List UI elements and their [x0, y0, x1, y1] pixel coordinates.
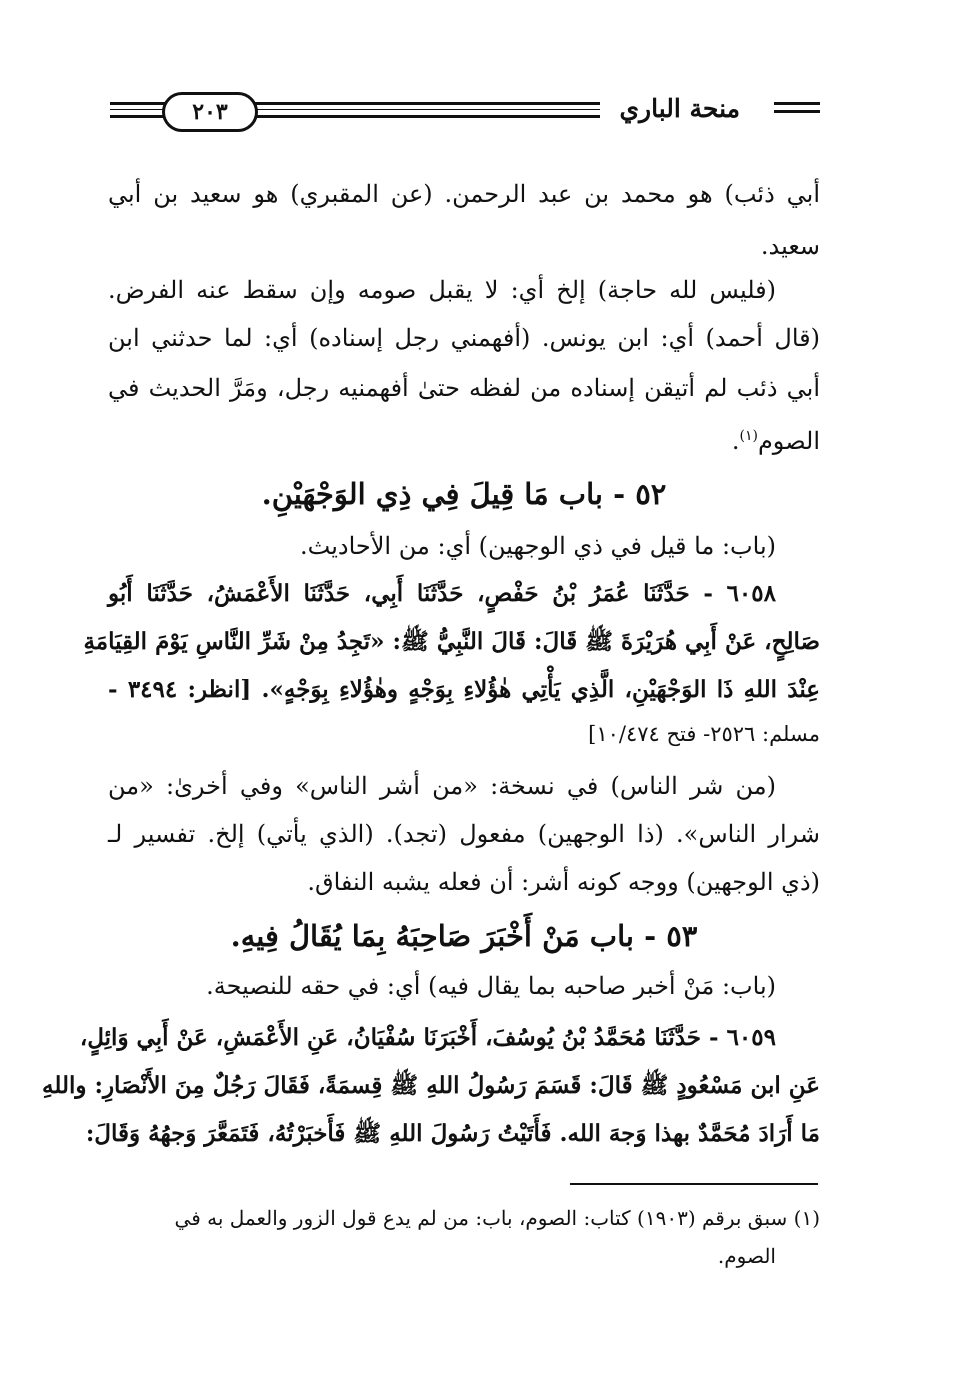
hadith-line: عِنْدَ اللهِ ذَا الوَجْهَيْنِ، الَّذِي يَأْتِي هٰؤُلاءِ بِوَجْهٍ وهٰؤُلاءِ بِوَجْهٍ». [انظر: ٣٤٩٤ -: [108, 676, 820, 703]
text-line: شرار الناس». (ذا الوجهين) مفعول (تجد). (الذي يأتي) إلخ. تفسير لـ: [108, 820, 820, 848]
text-line: سعيد.: [760, 232, 820, 260]
text-line: (قال أحمد) أي: ابن يونس. (أفهمني رجل إسناده) أي: لما حدثني ابن: [108, 324, 820, 352]
header-rule-right-bottom: [774, 110, 820, 113]
header-rule-right-top: [774, 102, 820, 105]
text-fragment: الصوم: [757, 427, 820, 455]
hadith-line: ٦٠٥٩ - حَدَّثَنَا مُحَمَّدُ بْنُ يُوسُفَ، أَخْبَرَنَا سُفْيَانُ، عَنِ الأَعْمَشِ، عَنْ أَبِي وَائِلٍ،: [79, 1024, 776, 1051]
text-line: (باب: مَنْ أخبر صاحبه بما يقال فيه) أي: في حقه للنصيحة.: [206, 972, 776, 1000]
hadith-line: ٦٠٥٨ - حَدَّثَنَا عُمَرُ بْنُ حَفْصٍ، حَدَّثَنَا أَبِي، حَدَّثَنَا الأَعْمَشُ، حَدَّثَنَا أَبُو: [108, 580, 776, 607]
section-heading: ٥٣ - باب مَنْ أَخْبَرَ صَاحِبَهُ بِمَا يُقَالُ فِيهِ.: [230, 919, 698, 953]
text-line: (فليس لله حاجة) إلخ أي: لا يقبل صومه وإن سقط عنه الفرض.: [108, 276, 776, 304]
page-number: ٢٠٣: [162, 92, 258, 132]
text-line: [108, 414, 820, 463]
hadith-line: عَنِ ابن مَسْعُودٍ ﷺ قَالَ: قَسَمَ رَسُولُ اللهِ ﷺ قِسمَةً، فَقَالَ رَجُلٌ مِنَ الأَنْصَارِ: واللهِ: [42, 1072, 820, 1099]
book-title: منحة الباري: [619, 94, 740, 123]
text-line: أبي ذئب لم أتيقن إسناده من لفظه حتىٰ أفهمنيه رجل، ومَرَّ الحديث في: [108, 374, 820, 402]
page-header: [110, 90, 820, 136]
text-line: (ذي الوجهين) ووجه كونه أشر: أن فعله يشبه النفاق.: [307, 868, 820, 896]
footnote-separator: [570, 1183, 818, 1185]
text-line: أبي ذئب) هو محمد بن عبد الرحمن. (عن المقبري) هو سعيد بن أبي: [108, 180, 820, 208]
hadith-line: مَا أَرَادَ مُحَمَّدٌ بهذا وَجهَ الله. فَأَتَيْتُ رَسُولَ اللهِ ﷺ فَأَخبَرْتُهُ، فَتَمَعَّرَ وَجهُهُ وَقَالَ:: [85, 1120, 820, 1147]
hadith-line: صَالِحٍ، عَنْ أَبِي هُرَيْرَةَ ﷺ قَالَ: قَالَ النَّبِيُّ ﷺ: «تَجِدُ مِنْ شَرِّ النَّاسِ يَوْمَ القِيَامَةِ: [83, 628, 820, 655]
section-heading: ٥٢ - باب مَا قِيلَ فِي ذِي الوَجْهَيْنِ.: [261, 477, 667, 511]
footnote-marker: (١): [739, 428, 758, 444]
text-line: (باب: ما قيل في ذي الوجهين) أي: من الأحاديث.: [300, 532, 776, 560]
footnote-line: الصوم.: [717, 1244, 776, 1268]
reference-line: مسلم: ٢٥٢٦- فتح ١٠/٤٧٤]: [588, 722, 820, 746]
text-fragment: .: [731, 427, 740, 455]
text-line: (من شر الناس) في نسخة: «من أشر الناس» وفي أخرىٰ: «من: [108, 772, 777, 800]
footnote-line: (١) سبق برقم (١٩٠٣) كتاب: الصوم، باب: من لم يدع قول الزور والعمل به في: [174, 1206, 820, 1230]
